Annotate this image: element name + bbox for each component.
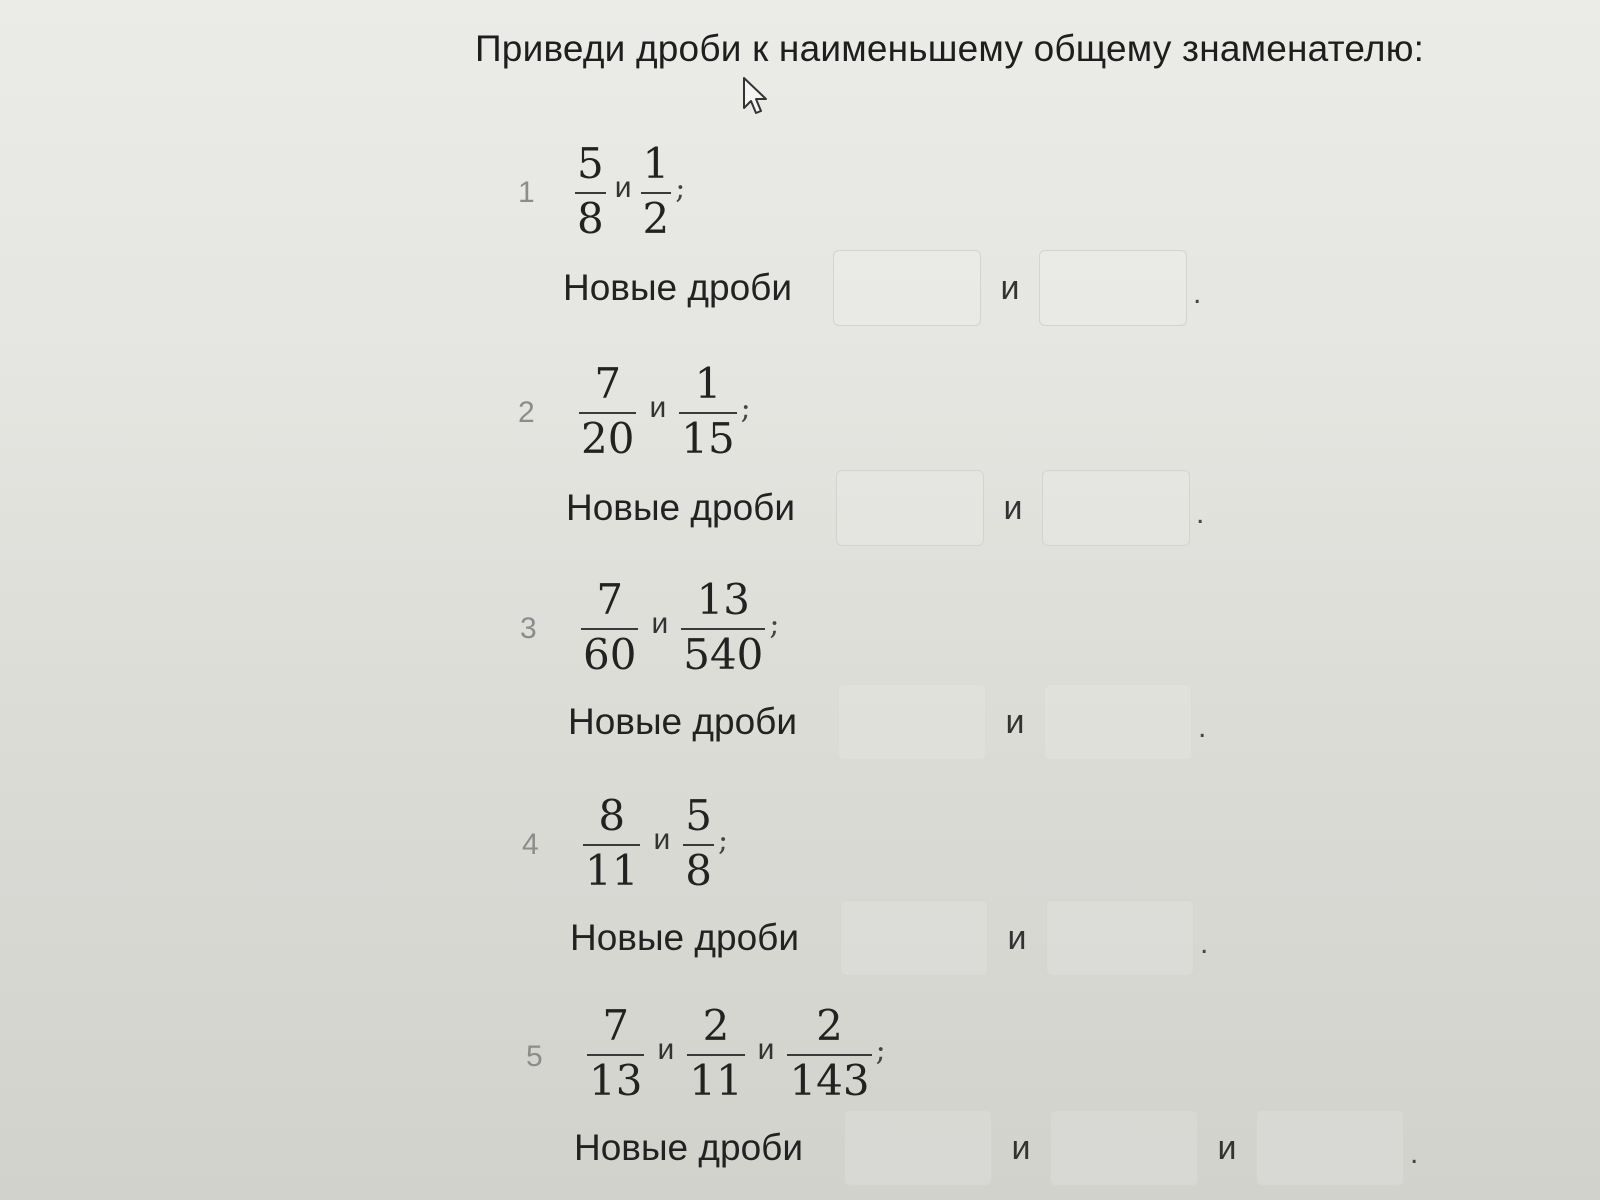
answer-row xyxy=(570,898,1208,978)
answer-separator: и xyxy=(1007,918,1027,957)
answer-end: . xyxy=(1200,927,1209,960)
fraction xyxy=(680,791,717,895)
answer-label: Новые дроби xyxy=(574,1127,804,1168)
answer-input-3[interactable] xyxy=(1256,1110,1404,1186)
fraction-denominator: 13 xyxy=(589,1056,643,1105)
terminator: ; xyxy=(740,390,751,426)
mouse-pointer-icon xyxy=(742,76,772,118)
conjunction: и xyxy=(757,1033,775,1066)
answer-row xyxy=(563,248,1201,328)
answer-end: . xyxy=(1198,711,1207,744)
task-number: 3 xyxy=(520,612,537,645)
fraction-denominator: 540 xyxy=(683,630,764,679)
answer-end: . xyxy=(1410,1137,1419,1170)
terminator: ; xyxy=(769,606,780,642)
answer-label: Новые дроби xyxy=(563,267,793,308)
answer-input-1[interactable] xyxy=(833,250,981,326)
fraction xyxy=(676,359,739,463)
conjunction: и xyxy=(657,1033,675,1066)
fraction-numerator: 5 xyxy=(685,791,712,841)
fraction xyxy=(580,791,643,895)
answer-row xyxy=(566,468,1204,548)
fraction-denominator: 11 xyxy=(585,846,639,895)
answer-input-2[interactable] xyxy=(1050,1110,1198,1186)
fraction-numerator: 7 xyxy=(594,359,622,409)
fraction xyxy=(678,575,768,679)
fraction xyxy=(578,575,641,679)
answer-separator: и xyxy=(1011,1128,1031,1167)
fraction-denominator: 20 xyxy=(581,414,635,463)
fraction-denominator: 8 xyxy=(577,194,604,243)
fraction-denominator: 60 xyxy=(583,630,637,679)
answer-input-1[interactable] xyxy=(844,1110,992,1186)
task-expression xyxy=(580,791,729,895)
task-expression xyxy=(584,1001,886,1105)
fraction-numerator: 2 xyxy=(702,1001,730,1051)
fraction xyxy=(584,1001,647,1105)
fraction-denominator: 2 xyxy=(642,194,670,243)
answer-input-2[interactable] xyxy=(1044,684,1192,760)
fraction-numerator: 5 xyxy=(577,139,604,189)
task-5 xyxy=(0,990,1600,1200)
answer-label: Новые дроби xyxy=(566,487,796,528)
answer-separator: и xyxy=(1000,268,1020,307)
task-number: 2 xyxy=(518,396,535,429)
fraction-numerator: 7 xyxy=(602,1001,630,1051)
fraction xyxy=(576,359,639,463)
answer-input-2[interactable] xyxy=(1046,900,1194,976)
fraction-numerator: 1 xyxy=(694,359,722,409)
task-number: 1 xyxy=(518,176,535,209)
fraction-numerator: 13 xyxy=(696,575,751,625)
task-number: 5 xyxy=(526,1040,543,1073)
answer-row xyxy=(574,1108,1418,1188)
fraction-numerator: 1 xyxy=(642,139,670,189)
fraction xyxy=(572,139,609,243)
terminator: ; xyxy=(875,1032,886,1068)
conjunction: и xyxy=(651,607,669,640)
fraction xyxy=(638,139,675,243)
task-expression xyxy=(576,359,751,463)
fraction xyxy=(784,1001,874,1105)
task-3 xyxy=(0,564,1600,774)
conjunction: и xyxy=(649,391,667,424)
answer-input-1[interactable] xyxy=(840,900,988,976)
answer-end: . xyxy=(1193,277,1202,310)
answer-label: Новые дроби xyxy=(568,701,798,742)
answer-input-2[interactable] xyxy=(1042,470,1190,546)
fraction xyxy=(684,1001,747,1105)
task-4 xyxy=(0,778,1600,988)
task-1 xyxy=(0,128,1600,338)
task-expression xyxy=(572,139,686,243)
terminator: ; xyxy=(717,822,729,858)
answer-row xyxy=(568,682,1206,762)
answer-label: Новые дроби xyxy=(570,917,800,958)
fraction-denominator: 8 xyxy=(685,846,712,895)
task-2 xyxy=(0,348,1600,558)
conjunction: и xyxy=(653,823,671,856)
fraction-numerator: 7 xyxy=(596,575,624,625)
answer-separator: и xyxy=(1005,702,1025,741)
answer-separator: и xyxy=(1003,488,1023,527)
fraction-denominator: 11 xyxy=(689,1056,743,1105)
terminator: ; xyxy=(675,170,686,206)
conjunction: и xyxy=(614,171,632,204)
answer-input-1[interactable] xyxy=(836,470,984,546)
exercise-instruction: Приведи дроби к наименьшему общему знаменателю: xyxy=(475,28,1425,69)
answer-end: . xyxy=(1196,497,1205,530)
fraction-denominator: 143 xyxy=(789,1056,870,1105)
fraction-denominator: 15 xyxy=(681,414,735,463)
answer-separator: и xyxy=(1217,1128,1237,1167)
answer-input-2[interactable] xyxy=(1039,250,1187,326)
task-number: 4 xyxy=(522,828,539,861)
fraction-numerator: 8 xyxy=(598,791,626,841)
fraction-numerator: 2 xyxy=(816,1001,843,1051)
answer-input-1[interactable] xyxy=(838,684,986,760)
task-expression xyxy=(578,575,780,679)
